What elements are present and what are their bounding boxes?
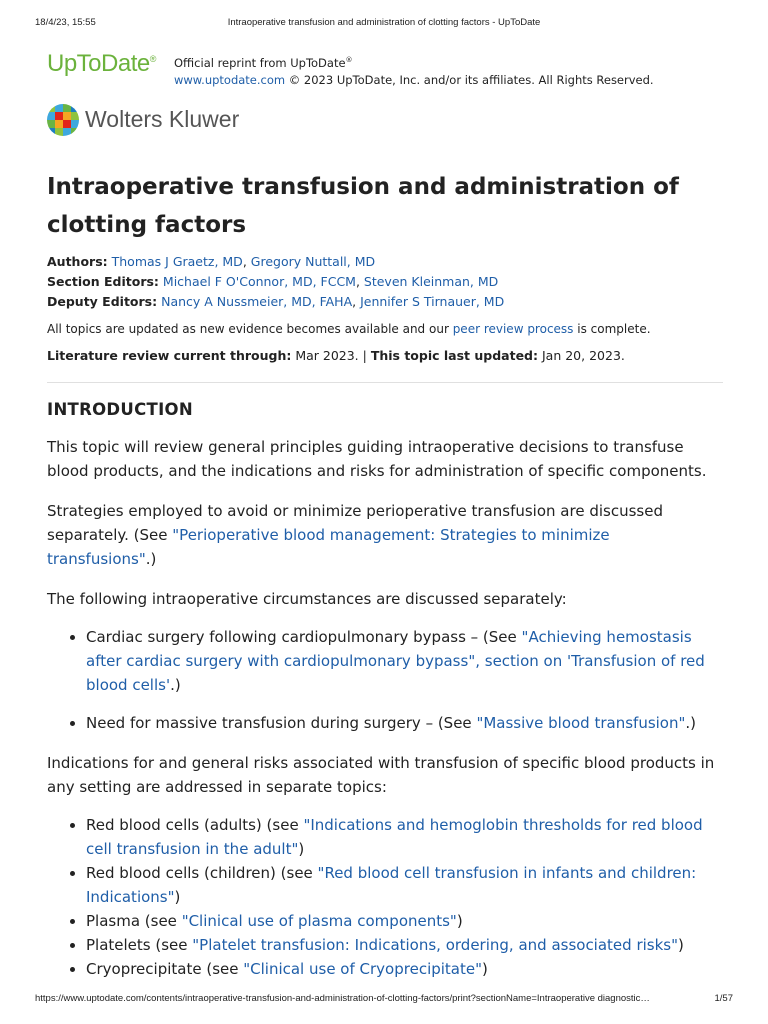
topic-link[interactable]: "Clinical use of Cryoprecipitate" — [243, 960, 483, 978]
publisher-name: Wolters Kluwer — [85, 106, 240, 132]
update-notice — [47, 319, 723, 339]
list-item-end: ) — [482, 960, 488, 978]
list-item — [86, 957, 723, 981]
brand-row — [47, 48, 728, 88]
authors-label: Authors: — [47, 254, 108, 269]
wolters-kluwer-icon — [47, 104, 79, 136]
separator: , — [352, 294, 361, 309]
strategies-paragraph — [47, 499, 723, 571]
print-date: 18/4/23, 15:55 — [35, 17, 96, 28]
separator: , — [355, 274, 364, 289]
list-item-end: .) — [170, 676, 181, 694]
list-item-text: Red blood cells (children) (see — [86, 864, 318, 882]
topic-link[interactable]: "Platelet transfusion: Indications, ordering, and associated risks" — [192, 936, 678, 954]
editor-link[interactable]: Michael F O'Connor, MD, FCCM — [162, 274, 356, 289]
section-editors-label: Section Editors: — [47, 274, 159, 289]
list-item-text: Red blood cells (adults) (see — [86, 816, 304, 834]
list-item-end: ) — [678, 936, 684, 954]
site-link[interactable]: www.uptodate.com — [174, 72, 286, 87]
author-link[interactable]: Gregory Nuttall, MD — [250, 254, 376, 269]
deputy-editors-label: Deputy Editors: — [47, 294, 158, 309]
logo-mark: ® — [149, 54, 156, 64]
lit-review-label: Literature review current through: — [47, 348, 292, 363]
list-item — [86, 861, 723, 909]
circumstances-list — [47, 625, 723, 735]
last-updated-label: This topic last updated: — [370, 348, 539, 363]
list-item — [86, 813, 723, 861]
list-item — [86, 625, 723, 697]
article — [47, 168, 723, 981]
logo-text: UpToDate — [47, 50, 150, 77]
lit-review-value: Mar 2023. | — [291, 348, 371, 363]
topic-link[interactable]: "Massive blood transfusion" — [476, 714, 686, 732]
page-number: 1/57 — [714, 993, 733, 1004]
article-title: Intraoperative transfusion and administration of clotting factors — [47, 174, 679, 238]
section-heading: INTRODUCTION — [47, 400, 193, 419]
list-item-end: ) — [298, 840, 305, 858]
list-item-text: Need for massive transfusion during surgery – (See — [86, 714, 477, 732]
topic-link[interactable]: "Indications and hemoglobin thresholds for red blood cell transfusion in the adult" — [86, 816, 703, 858]
paragraph-text: Strategies employed to avoid or minimize perioperative transfusion are discussed separately. (See — [47, 502, 663, 544]
print-url: https://www.uptodate.com/contents/intraoperative-transfusion-and-administration-of-clotting-factors/print?sectionName=Intraoperative diagnostic… — [35, 993, 650, 1004]
section-editors-line — [47, 272, 723, 292]
indications-paragraph: Indications for and general risks associated with transfusion of specific blood products in any setting are addressed in separate topics: — [47, 754, 715, 796]
list-item — [86, 711, 723, 735]
update-text-end: is complete. — [573, 322, 651, 336]
list-item — [86, 933, 723, 957]
blood-products-list — [47, 813, 723, 981]
copyright-text: © 2023 UpToDate, Inc. and/or its affiliates. All Rights Reserved. — [285, 72, 654, 87]
article-credits — [47, 252, 723, 312]
deputy-editor-link[interactable]: Jennifer S Tirnauer, MD — [360, 294, 505, 309]
list-item-text: Platelets (see — [86, 936, 193, 954]
list-item-end: ) — [174, 888, 181, 906]
topic-link[interactable]: "Clinical use of plasma components" — [181, 912, 457, 930]
topic-link[interactable]: "Achieving hemostasis after cardiac surgery with cardiopulmonary bypass", section on 'Transfusion of red blood cells' — [86, 628, 705, 694]
list-item-text: Cardiac surgery following cardiopulmonary bypass – (See — [86, 628, 522, 646]
list-item-end: .) — [685, 714, 697, 732]
deputy-editor-link[interactable]: Nancy A Nussmeier, MD, FAHA — [161, 294, 353, 309]
topic-link[interactable]: "Red blood cell transfusion in infants and children: Indications" — [86, 864, 697, 906]
update-text: All topics are updated as new evidence becomes available and our — [47, 322, 453, 336]
print-title: Intraoperative transfusion and administration of clotting factors - UpToDate — [227, 17, 541, 28]
last-updated-value: Jan 20, 2023. — [538, 348, 625, 363]
registered-mark: ® — [345, 56, 353, 64]
uptodate-logo[interactable] — [47, 50, 156, 78]
intro-paragraph: This topic will review general principles guiding intraoperative decisions to transfuse blood products, and the indications and risks for administration of specific components. — [47, 438, 707, 480]
list-item-text: Plasma (see — [86, 912, 182, 930]
author-link[interactable]: Thomas J Graetz, MD — [111, 254, 243, 269]
list-item — [86, 909, 723, 933]
reprint-text: Official reprint from UpToDate — [174, 55, 346, 70]
authors-line — [47, 252, 723, 272]
reprint-notice — [174, 52, 654, 89]
deputy-editors-line — [47, 292, 723, 312]
editor-link[interactable]: Steven Kleinman, MD — [363, 274, 499, 289]
divider — [47, 382, 723, 383]
review-dates — [47, 346, 723, 366]
peer-review-link[interactable]: peer review process — [452, 322, 574, 336]
list-item-end: ) — [456, 912, 463, 930]
circumstances-paragraph: The following intraoperative circumstances are discussed separately: — [47, 590, 567, 608]
topic-link[interactable]: "Perioperative blood management: Strategies to minimize transfusions" — [47, 526, 610, 568]
paragraph-text-end: .) — [145, 550, 157, 568]
list-item-text: Cryoprecipitate (see — [86, 960, 244, 978]
separator: , — [242, 254, 251, 269]
